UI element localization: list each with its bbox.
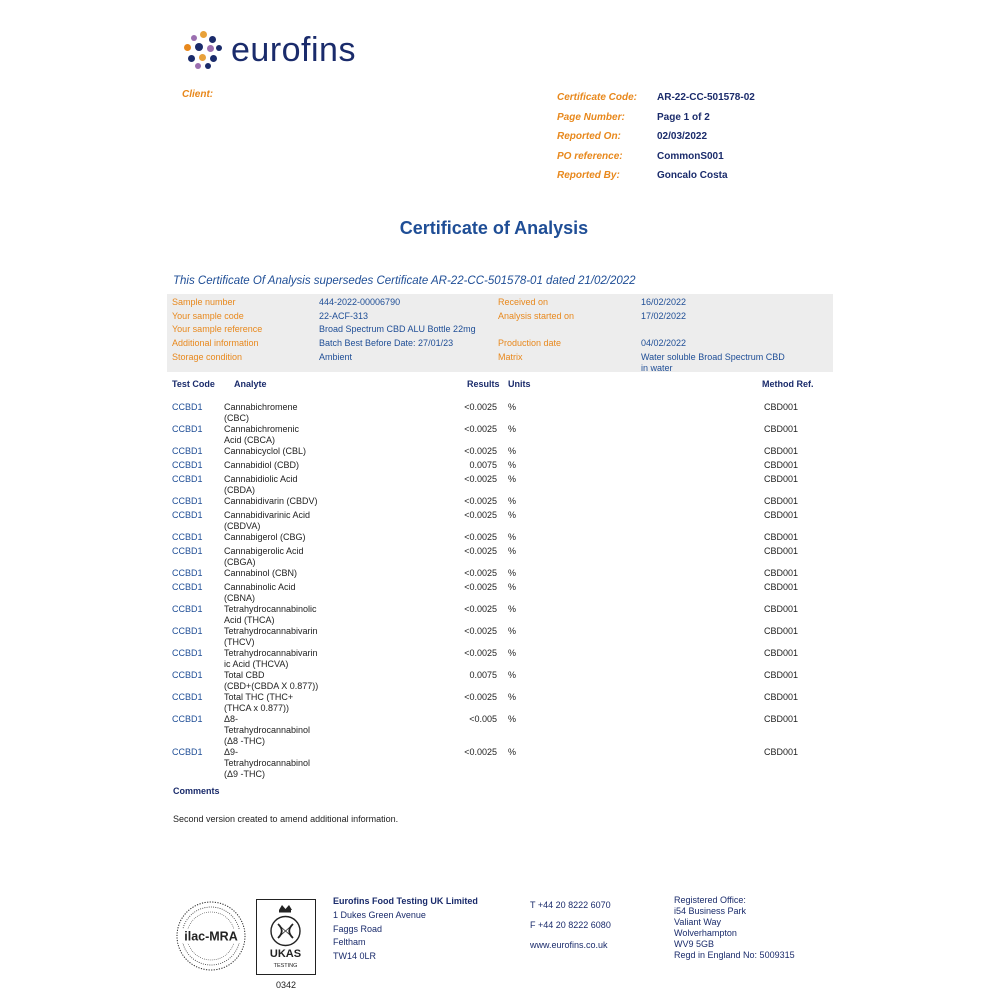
analyte: Cannabigerol (CBG) [224, 532, 306, 542]
method-ref: CBD001 [764, 626, 799, 636]
test-code: CCBD1 [172, 532, 203, 542]
analyte: Tetrahydrocannabivarin ic Acid (THCVA) [224, 648, 318, 669]
method-ref: CBD001 [764, 446, 799, 456]
fax-number: F +44 20 8222 6080 [530, 920, 611, 930]
registered-line: Valiant Way [674, 917, 722, 927]
method-ref: CBD001 [764, 510, 799, 520]
meta-value: Page 1 of 2 [657, 111, 710, 123]
registered-line: i54 Business Park [674, 906, 747, 916]
sample-info-value: 22-ACF-313 [319, 311, 369, 321]
meta-value: Goncalo Costa [657, 170, 728, 182]
sample-info-value: 444-2022-00006790 [319, 297, 401, 307]
meta-label: Reported On: [557, 131, 621, 143]
test-code: CCBD1 [172, 424, 203, 434]
meta-label: Page Number: [557, 111, 625, 123]
test-code: CCBD1 [172, 402, 203, 412]
header-units: Units [508, 379, 531, 389]
page-title: Certificate of Analysis [399, 218, 589, 238]
address-line: Feltham [333, 937, 366, 948]
method-ref: CBD001 [764, 692, 799, 702]
result: <0.0025 [464, 546, 497, 556]
ukas-sub-label: TESTING [273, 963, 298, 969]
analyte: Cannabidivarin (CBDV) [224, 496, 318, 506]
unit: % [508, 424, 517, 434]
meta-label: Reported By: [557, 170, 620, 182]
ukas-label: UKAS [269, 948, 302, 960]
analyte: Cannabidivarinic Acid (CBDVA) [224, 510, 311, 531]
contact-info [530, 895, 611, 955]
analyte: Total THC (THC+ (THCA x 0.877)) [224, 692, 294, 713]
test-code: CCBD1 [172, 460, 203, 470]
unit: % [508, 670, 517, 680]
analyte: Δ9- Tetrahydrocannabinol (Δ9 -THC) [224, 747, 311, 779]
result: <0.0025 [464, 582, 497, 592]
test-code: CCBD1 [172, 714, 203, 724]
sample-info-value: Batch Best Before Date: 27/01/23 [319, 338, 454, 348]
result: <0.0025 [464, 604, 497, 614]
analyte: Tetrahydrocannabinolic Acid (THCA) [224, 604, 317, 625]
unit: % [508, 446, 517, 456]
test-code: CCBD1 [172, 568, 203, 578]
test-code: CCBD1 [172, 692, 203, 702]
test-code: CCBD1 [172, 546, 203, 556]
meta-row [557, 166, 755, 186]
method-ref: CBD001 [764, 747, 799, 757]
result: <0.0025 [464, 474, 497, 484]
result: <0.0025 [464, 568, 497, 578]
company-address [333, 895, 478, 964]
method-ref: CBD001 [764, 670, 799, 680]
result: <0.0025 [464, 446, 497, 456]
analyte: Cannabichromenic Acid (CBCA) [224, 424, 300, 445]
ilac-mra-label: ilac-MRA [184, 929, 238, 944]
unit: % [508, 714, 517, 724]
sample-info-value: 17/02/2022 [641, 311, 687, 321]
result: <0.0025 [464, 424, 497, 434]
sample-info-label: Your sample reference [172, 324, 263, 334]
unit: % [508, 474, 517, 484]
registered-line: Regd in England No: 5009315 [674, 950, 795, 960]
eurofins-logo-icon [183, 30, 223, 70]
unit: % [508, 532, 517, 542]
ukas-crown-icon [257, 900, 314, 973]
sample-info-label: Storage condition [172, 352, 243, 362]
meta-value: AR-22-CC-501578-02 [657, 92, 755, 104]
unit: % [508, 510, 517, 520]
sample-info-value: Water soluble Broad Spectrum CBD in water [641, 352, 785, 373]
unit: % [508, 568, 517, 578]
analyte: Tetrahydrocannabivarin (THCV) [224, 626, 318, 647]
registered-line: Wolverhampton [674, 928, 737, 938]
sample-info-value: Broad Spectrum CBD ALU Bottle 22mg [319, 324, 476, 334]
result: <0.0025 [464, 626, 497, 636]
result: <0.0025 [464, 402, 497, 412]
meta-label: Certificate Code: [557, 92, 638, 104]
method-ref: CBD001 [764, 402, 799, 412]
unit: % [508, 747, 517, 757]
header-method-ref: Method Ref. [762, 379, 814, 389]
analyte: Cannabichromene (CBC) [224, 402, 298, 423]
result: <0.0025 [464, 510, 497, 520]
result: 0.0075 [469, 460, 497, 470]
method-ref: CBD001 [764, 582, 799, 592]
comments-heading: Comments [173, 786, 220, 796]
meta-row [557, 108, 755, 128]
result: <0.0025 [464, 532, 497, 542]
sample-info-value: Ambient [319, 352, 353, 362]
client-label: Client: [182, 89, 214, 100]
meta-value: CommonS001 [657, 150, 724, 162]
comments-text: Second version created to amend additional information. [173, 814, 399, 824]
eurofins-logo [183, 28, 356, 72]
registered-line: WV9 5GB [674, 939, 715, 949]
certificate-meta [557, 88, 755, 186]
ilac-mra-seal-icon [175, 900, 247, 972]
analyte: Δ8- Tetrahydrocannabinol (Δ8 -THC) [224, 714, 311, 746]
method-ref: CBD001 [764, 546, 799, 556]
analyte: Cannabidiol (CBD) [224, 460, 300, 470]
header-results: Results [467, 379, 500, 389]
test-code: CCBD1 [172, 670, 203, 680]
test-code: CCBD1 [172, 582, 203, 592]
sample-info-label: Analysis started on [498, 311, 575, 321]
meta-label: PO reference: [557, 150, 623, 162]
unit: % [508, 604, 517, 614]
header-test-code: Test Code [172, 379, 215, 389]
method-ref: CBD001 [764, 474, 799, 484]
unit: % [508, 648, 517, 658]
analyte: Cannabinol (CBN) [224, 568, 298, 578]
result: <0.0025 [464, 648, 497, 658]
meta-value: 02/03/2022 [657, 131, 708, 143]
sample-info-label: Sample number [172, 297, 236, 307]
test-code: CCBD1 [172, 648, 203, 658]
registered-office [674, 895, 795, 961]
result: <0.0025 [464, 747, 497, 757]
test-code: CCBD1 [172, 604, 203, 614]
meta-row [557, 127, 755, 147]
unit: % [508, 460, 517, 470]
address-line: 1 Dukes Green Avenue [333, 909, 426, 920]
sample-info-box [167, 294, 833, 372]
sample-info-label: Additional information [172, 338, 259, 348]
analyte: Cannabidiolic Acid (CBDA) [224, 474, 298, 495]
website-link[interactable]: www.eurofins.co.uk [530, 940, 608, 950]
sample-info-label: Matrix [498, 352, 523, 362]
unit: % [508, 496, 517, 506]
address-line: TW14 0LR [333, 951, 377, 962]
sample-info-value: 16/02/2022 [641, 297, 687, 307]
sample-info-label: Production date [498, 338, 562, 348]
unit: % [508, 626, 517, 636]
address-line: Faggs Road [333, 923, 383, 934]
method-ref: CBD001 [764, 424, 799, 434]
sample-info-label: Received on [498, 297, 549, 307]
unit: % [508, 402, 517, 412]
method-ref: CBD001 [764, 648, 799, 658]
analyte: Cannabicyclol (CBL) [224, 446, 307, 456]
method-ref: CBD001 [764, 568, 799, 578]
unit: % [508, 692, 517, 702]
ukas-badge [256, 899, 316, 975]
unit: % [508, 582, 517, 592]
accreditation-number: 0342 [276, 980, 297, 990]
unit: % [508, 546, 517, 556]
registered-line: Registered Office: [674, 895, 746, 905]
meta-row [557, 88, 755, 108]
test-code: CCBD1 [172, 626, 203, 636]
result: <0.0025 [464, 692, 497, 702]
test-code: CCBD1 [172, 446, 203, 456]
result: 0.0075 [469, 670, 497, 680]
header-analyte: Analyte [234, 379, 267, 389]
meta-row [557, 147, 755, 167]
test-code: CCBD1 [172, 747, 203, 757]
method-ref: CBD001 [764, 460, 799, 470]
method-ref: CBD001 [764, 496, 799, 506]
test-code: CCBD1 [172, 496, 203, 506]
logo-wordmark: eurofins [231, 30, 356, 69]
method-ref: CBD001 [764, 532, 799, 542]
analyte: Cannabinolic Acid (CBNA) [224, 582, 296, 603]
result: <0.0025 [464, 496, 497, 506]
method-ref: CBD001 [764, 714, 799, 724]
sample-info-label: Your sample code [172, 311, 244, 321]
phone-number: T +44 20 8222 6070 [530, 900, 611, 910]
supersedes-note: This Certificate Of Analysis supersedes Certificate AR-22-CC-501578-01 dated 21/02/2022 [173, 275, 636, 287]
analyte: Cannabigerolic Acid (CBGA) [224, 546, 304, 567]
result: <0.005 [469, 714, 497, 724]
analyte: Total CBD (CBD+(CBDA X 0.877)) [224, 670, 319, 691]
sample-info-value: 04/02/2022 [641, 338, 687, 348]
test-code: CCBD1 [172, 510, 203, 520]
method-ref: CBD001 [764, 604, 799, 614]
company-name: Eurofins Food Testing UK Limited [333, 896, 478, 906]
test-code: CCBD1 [172, 474, 203, 484]
